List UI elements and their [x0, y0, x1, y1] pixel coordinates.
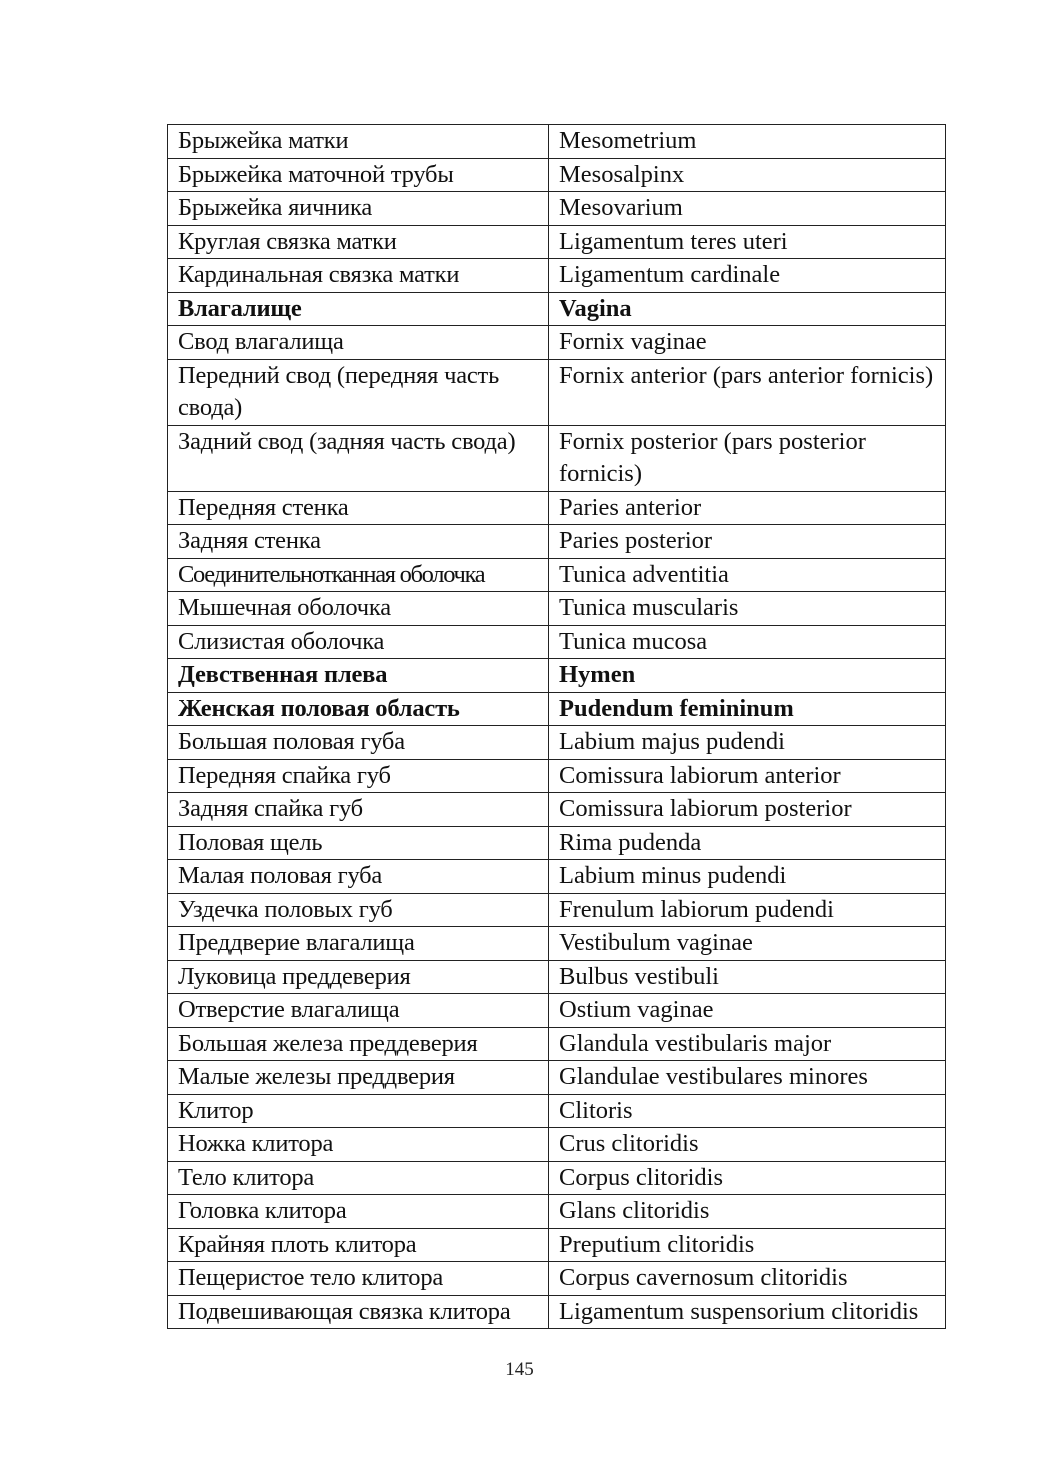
table-row [168, 359, 946, 425]
russian-term-cell: Малая половая губа [168, 860, 549, 894]
table-row [168, 1295, 946, 1329]
table-row [168, 558, 946, 592]
latin-term-cell: Frenulum labiorum pudendi [549, 893, 946, 927]
russian-term-cell: Соединительнотканная оболочка [168, 558, 549, 592]
latin-term-cell: Fornix posterior (pars posterior fornicis) [549, 425, 946, 491]
latin-term-cell: Tunica mucosa [549, 625, 946, 659]
russian-term-cell: Кардинальная связка матки [168, 259, 549, 293]
table-row [168, 860, 946, 894]
latin-term-cell: Tunica adventitia [549, 558, 946, 592]
latin-term-cell: Mesovarium [549, 192, 946, 226]
russian-term-cell: Мышечная оболочка [168, 592, 549, 626]
russian-term-cell: Передняя стенка [168, 491, 549, 525]
russian-term-cell: Передний свод (передняя часть свода) [168, 359, 549, 425]
table-row [168, 125, 946, 159]
page-number: 145 [505, 1359, 534, 1380]
russian-term-cell: Задняя стенка [168, 525, 549, 559]
table-row [168, 158, 946, 192]
latin-term-cell: Fornix vaginae [549, 326, 946, 360]
table-row [168, 625, 946, 659]
russian-term-cell: Большая железа преддеверия [168, 1027, 549, 1061]
russian-term-cell: Ножка клитора [168, 1128, 549, 1162]
latin-term-cell: Vestibulum vaginae [549, 927, 946, 961]
russian-term-cell: Передняя спайка губ [168, 759, 549, 793]
latin-term-cell: Paries posterior [549, 525, 946, 559]
table-row [168, 793, 946, 827]
latin-term-cell: Fornix anterior (pars anterior fornicis) [549, 359, 946, 425]
russian-term-cell: Влагалище [168, 292, 549, 326]
table-row [168, 1094, 946, 1128]
russian-term-cell: Женская половая область [168, 692, 549, 726]
russian-term-cell: Задняя спайка губ [168, 793, 549, 827]
table-row [168, 1195, 946, 1229]
latin-term-cell: Clitoris [549, 1094, 946, 1128]
table-row [168, 592, 946, 626]
russian-term-cell: Клитор [168, 1094, 549, 1128]
latin-term-cell: Hymen [549, 659, 946, 693]
table-row [168, 759, 946, 793]
latin-term-cell: Bulbus vestibuli [549, 960, 946, 994]
latin-term-cell: Rima pudenda [549, 826, 946, 860]
russian-term-cell: Большая половая губа [168, 726, 549, 760]
russian-term-cell: Уздечка половых губ [168, 893, 549, 927]
latin-term-cell: Preputium clitoridis [549, 1228, 946, 1262]
latin-term-cell: Ligamentum teres uteri [549, 225, 946, 259]
table-row [168, 960, 946, 994]
latin-term-cell: Tunica muscularis [549, 592, 946, 626]
table-row [168, 1027, 946, 1061]
table-row [168, 893, 946, 927]
table-row [168, 1161, 946, 1195]
latin-term-cell: Vagina [549, 292, 946, 326]
russian-term-cell: Тело клитора [168, 1161, 549, 1195]
latin-term-cell: Glandulae vestibulares minores [549, 1061, 946, 1095]
table-row [168, 225, 946, 259]
table-row [168, 1061, 946, 1095]
russian-term-cell: Девственная плева [168, 659, 549, 693]
latin-term-cell: Crus clitoridis [549, 1128, 946, 1162]
table-row [168, 525, 946, 559]
table-row [168, 326, 946, 360]
latin-term-cell: Paries anterior [549, 491, 946, 525]
latin-term-cell: Mesometrium [549, 125, 946, 159]
latin-term-cell: Comissura labiorum anterior [549, 759, 946, 793]
russian-term-cell: Брыжейка яичника [168, 192, 549, 226]
latin-term-cell: Ostium vaginae [549, 994, 946, 1028]
terminology-table-body [168, 125, 946, 1329]
russian-term-cell: Свод влагалища [168, 326, 549, 360]
table-row [168, 259, 946, 293]
latin-term-cell: Corpus clitoridis [549, 1161, 946, 1195]
latin-term-cell: Mesosalpinx [549, 158, 946, 192]
russian-term-cell: Брыжейка матки [168, 125, 549, 159]
latin-term-cell: Glans clitoridis [549, 1195, 946, 1229]
table-row [168, 692, 946, 726]
table-row [168, 425, 946, 491]
russian-term-cell: Круглая связка матки [168, 225, 549, 259]
russian-term-cell: Крайняя плоть клитора [168, 1228, 549, 1262]
russian-term-cell: Головка клитора [168, 1195, 549, 1229]
latin-term-cell: Pudendum femininum [549, 692, 946, 726]
latin-term-cell: Labium majus pudendi [549, 726, 946, 760]
table-row [168, 826, 946, 860]
russian-term-cell: Пещеристое тело клитора [168, 1262, 549, 1296]
russian-term-cell: Брыжейка маточной трубы [168, 158, 549, 192]
russian-term-cell: Подвешивающая связка клитора [168, 1295, 549, 1329]
latin-term-cell: Corpus cavernosum clitoridis [549, 1262, 946, 1296]
latin-term-cell: Ligamentum cardinale [549, 259, 946, 293]
latin-term-cell: Labium minus pudendi [549, 860, 946, 894]
table-row [168, 994, 946, 1028]
latin-term-cell: Glandula vestibularis major [549, 1027, 946, 1061]
russian-term-cell: Луковица преддеверия [168, 960, 549, 994]
table-row [168, 1228, 946, 1262]
russian-term-cell: Малые железы преддверия [168, 1061, 549, 1095]
russian-term-cell: Отверстие влагалища [168, 994, 549, 1028]
table-row [168, 1262, 946, 1296]
russian-term-cell: Слизистая оболочка [168, 625, 549, 659]
latin-term-cell: Comissura labiorum posterior [549, 793, 946, 827]
russian-term-cell: Половая щель [168, 826, 549, 860]
table-row [168, 659, 946, 693]
table-row [168, 292, 946, 326]
russian-term-cell: Задний свод (задняя часть свода) [168, 425, 549, 491]
table-row [168, 1128, 946, 1162]
table-row [168, 491, 946, 525]
russian-term-cell: Преддверие влагалища [168, 927, 549, 961]
table-row [168, 726, 946, 760]
latin-term-cell: Ligamentum suspensorium clitoridis [549, 1295, 946, 1329]
table-row [168, 927, 946, 961]
terminology-table [167, 124, 946, 1329]
table-row [168, 192, 946, 226]
